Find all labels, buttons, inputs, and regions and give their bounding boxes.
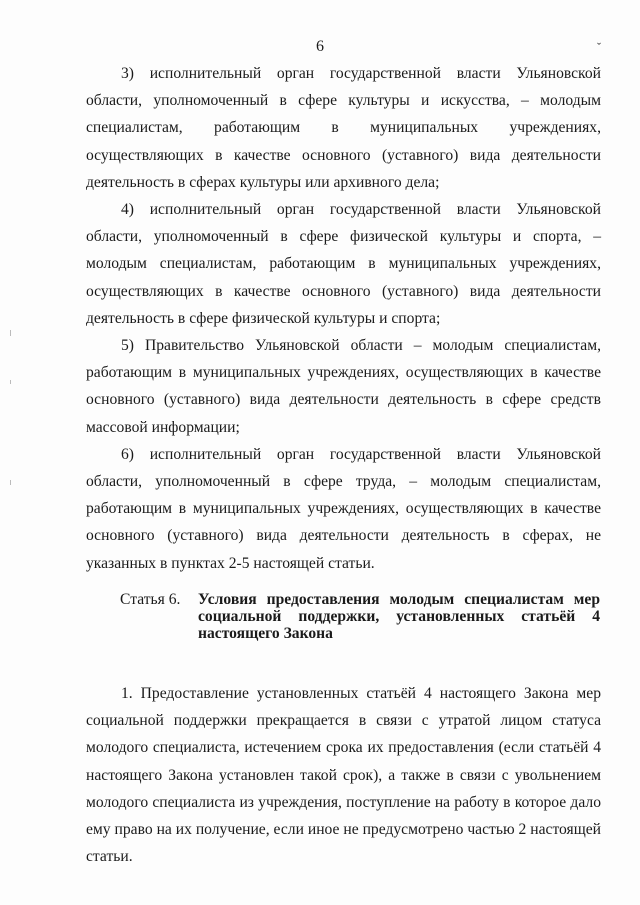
list-block [86,60,601,577]
list-item: 4) исполнительный орган государственной власти Ульяновской области, уполномоченный в сфере физической культуры и спорта, – молодым специалистам, работающим в муниципальных учреждениях, осуществляющих в качестве основного (уставного) вида деятельности деятельность в сфере физической культуры и спорта; [86,201,601,327]
scan-edge-mark [10,330,11,336]
scan-edge-mark [10,380,11,384]
article-body [86,680,601,870]
article-label: Статья 6. [120,591,181,608]
article-title: Условия предоставления молодым специалистам мер социальной поддержки, установленных статьёй 4 настоящего Закона [198,591,600,642]
article-paragraph: 1. Предоставление установленных статьёй 4 настоящего Закона мер социальной поддержки прекращается в связи с утратой лицом статуса молодого специалиста, истечением срока их предоставления (если статьёй 4 настоящего Закона установлен такой срок), а также в связи с увольнением молодого специалиста из учреждения, поступление на работу в которое дало ему право на их получение, если иное не предусмотрено частью 2 настоящей статьи. [86,685,601,866]
list-item: 6) исполнительный орган государственной власти Ульяновской области, уполномоченный в сфере труда, – молодым специалистам, работающим в муниципальных учреждениях, осуществляющих в качестве основного (уставного) вида деятельности деятельность в сферах, не указанных в пунктах 2-5 настоящей статьи. [86,445,601,572]
scan-mark: ˇ [597,40,601,54]
page-number: 6 [316,38,324,55]
list-item: 3) исполнительный орган государственной власти Ульяновской области, уполномоченный в сфере культуры и искусства, – молодым специалистам, работающим в муниципальных учреждениях, осуществляющих в качестве основного (уставного) вида деятельности деятельность в сферах культуры или архивного дела; [86,65,601,191]
scan-edge-mark [10,480,11,485]
list-item: 5) Правительство Ульяновской области – молодым специалистам, работающим в муниципальных учреждениях, осуществляющих в качестве основного (уставного) вида деятельности деятельность в сфере средств массовой информации; [86,337,601,436]
